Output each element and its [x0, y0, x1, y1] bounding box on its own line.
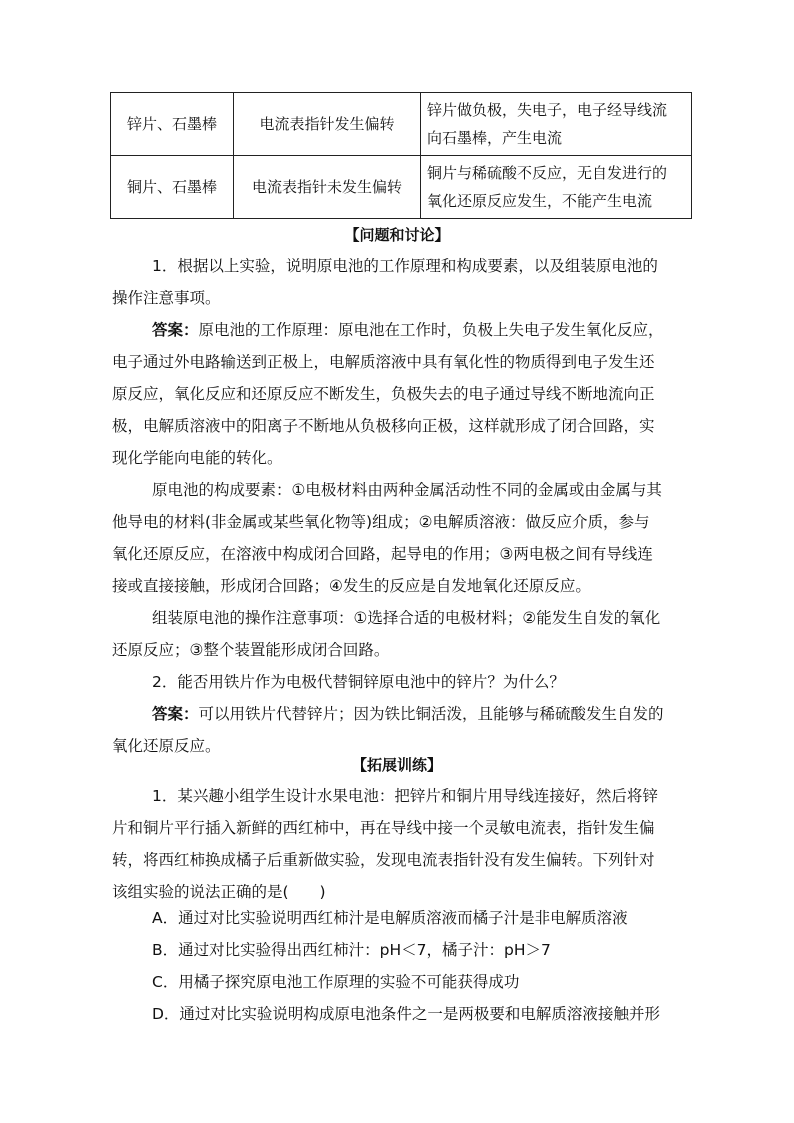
text-line: 片和铜片平行插入新鲜的西红柿中，再在导线中接一个灵敏电流表，指针发生偏 — [112, 819, 655, 837]
discussion-heading: 【问题和讨论】 — [344, 226, 450, 244]
answer-text: 原电池的工作原理：原电池在工作时，负极上失电子发生氧化反应， — [198, 321, 664, 339]
text-line: 操作注意事项。 — [112, 289, 221, 307]
text-line: 原反应，氧化反应和还原反应不断发生，负极失去的电子通过导线不断地流向正 — [112, 385, 655, 403]
option-b: B．通过对比实验得出西红柿汁：pH＜7，橘子汁：pH＞7 — [152, 941, 551, 959]
text-line — [112, 314, 680, 346]
option-a: A．通过对比实验说明西红柿汁是电解质溶液而橘子汁是非电解质溶液 — [152, 909, 628, 927]
electrode-cell: 锌片、石墨棒 — [111, 93, 234, 156]
text-line: 他导电的材料(非金属或某些氧化物等)组成；②电解质溶液：做反应介质，参与 — [112, 513, 650, 531]
explanation-line: 氧化还原反应发生，不能产生电流 — [427, 192, 653, 210]
phenomenon-cell: 电流表指针发生偏转 — [234, 93, 421, 156]
experiment-table — [110, 92, 692, 219]
text-line: 原电池的构成要素：①电极材料由两种金属活动性不同的金属或由金属与其 — [152, 481, 662, 499]
text-line: 转，将西红柿换成橘子后重新做实验，发现电流表指针没有发生偏转。下列针对 — [112, 851, 655, 869]
explanation-line: 铜片与稀硫酸不反应，无自发进行的 — [427, 164, 668, 182]
training-question-1 — [112, 780, 680, 908]
text-line: 组装原电池的操作注意事项：①选择合适的电极材料；②能发生自发的氧化 — [152, 609, 661, 627]
answer-text: 可以用铁片代替锌片；因为铁比铜活泼，且能够与稀硫酸发生自发的 — [198, 705, 664, 723]
discussion-question-2 — [112, 666, 680, 698]
text-line: 2．能否用铁片作为电极代替铜锌原电池中的锌片？为什么？ — [152, 673, 565, 691]
answer-label: 答案： — [152, 705, 199, 723]
text-line: 现化学能向电能的转化。 — [112, 449, 283, 467]
discussion-question-1 — [112, 250, 680, 314]
elements-paragraph — [112, 474, 680, 602]
option-d: D．通过对比实验说明构成原电池条件之一是两极要和电解质溶液接触并形 — [152, 1005, 660, 1023]
text-line: 还原反应；③整个装置能形成闭合回路。 — [112, 641, 390, 659]
text-line: 极，电解质溶液中的阳离子不断地从负极移向正极，这样就形成了闭合回路，实 — [112, 417, 655, 435]
discussion-answer-1 — [112, 314, 680, 474]
explanation-cell — [421, 156, 692, 219]
table-row — [111, 93, 692, 156]
answer-label: 答案： — [152, 321, 199, 339]
training-heading: 【拓展训练】 — [351, 756, 442, 774]
text-line: 氧化还原反应。 — [112, 737, 221, 755]
text-line: 1．根据以上实验，说明原电池的工作原理和构成要素，以及组装原电池的 — [152, 257, 658, 275]
notes-paragraph — [112, 602, 680, 666]
explanation-line: 锌片做负极，失电子，电子经导线流 — [427, 101, 668, 119]
explanation-line: 向石墨棒，产生电流 — [427, 129, 563, 147]
text-line: 1．某兴趣小组学生设计水果电池：把锌片和铜片用导线连接好，然后将锌 — [152, 787, 658, 805]
table-row — [111, 156, 692, 219]
text-line: 电子通过外电路输送到正极上，电解质溶液中具有氧化性的物质得到电子发生还 — [112, 353, 655, 371]
phenomenon-cell: 电流表指针未发生偏转 — [234, 156, 421, 219]
text-line: 该组实验的说法正确的是( ) — [112, 883, 326, 901]
text-line: 接或直接接触，形成闭合回路；④发生的反应是自发地氧化还原反应。 — [112, 577, 591, 595]
text-line — [112, 698, 680, 730]
discussion-answer-2 — [112, 698, 680, 762]
electrode-cell: 铜片、石墨棒 — [111, 156, 234, 219]
text-line: 氧化还原反应，在溶液中构成闭合回路，起导电的作用；③两电极之间有导线连 — [112, 545, 653, 563]
option-c: C．用橘子探究原电池工作原理的实验不可能获得成功 — [152, 973, 520, 991]
explanation-cell — [421, 93, 692, 156]
